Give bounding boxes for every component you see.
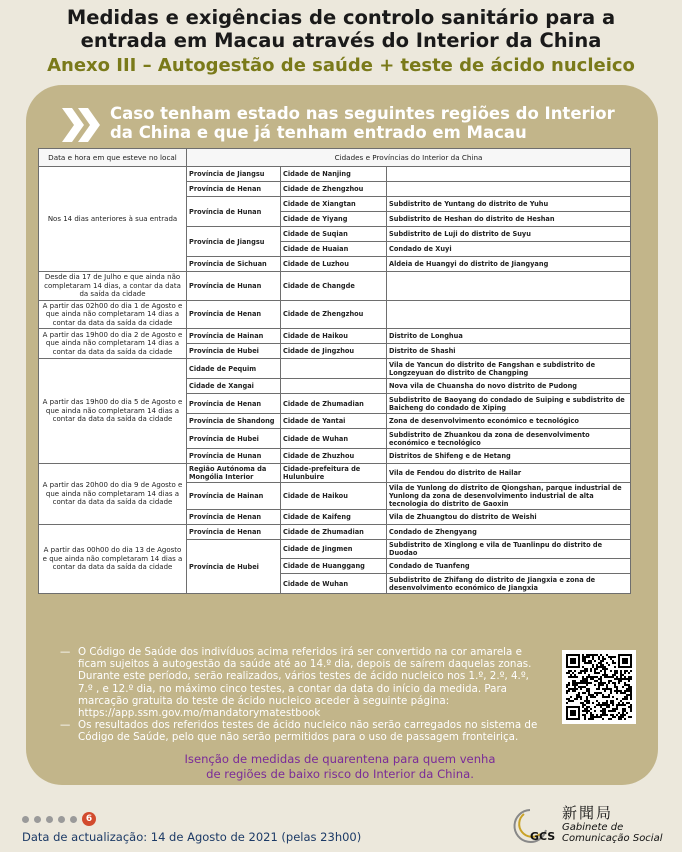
table-row: [39, 167, 631, 182]
province-cell: Província de Hunan: [187, 272, 281, 301]
title-line-2: entrada em Macau através do Interior da China: [80, 29, 602, 52]
province-cell: Província de Hubei: [187, 344, 281, 359]
province-cell: Província de Henan: [187, 510, 281, 525]
date-cell: A partir das 20h00 do dia 9 de Agosto e que ainda não completaram 14 dias a contar da data da saída da cidade: [39, 464, 187, 525]
province-cell: Cidade de Xangai: [187, 379, 281, 394]
title-line-1: Medidas e exigências de controlo sanitário para a: [66, 6, 616, 29]
city-cell: Cidade de Yantai: [281, 414, 387, 429]
qr-code-icon: [566, 654, 632, 720]
gcs-logo: [510, 800, 680, 848]
zone-cell: Condado de Zhengyang: [387, 525, 631, 540]
zone-cell: Vila de Yunlong do distrito de Qiongshan, parque industrial de Yunlong da zona de desenvolvimento industrial de alta tecnologia do distrito de Gaoxin: [387, 483, 631, 510]
qr-code[interactable]: [562, 650, 636, 724]
city-cell: [281, 359, 387, 379]
notes: [60, 646, 546, 744]
province-cell: Província de Henan: [187, 300, 281, 329]
zone-cell: Vila de Yancun do distrito de Fangshan e subdistrito de Longzeyuan do distrito de Changping: [387, 359, 631, 379]
exemption-note: [120, 752, 560, 782]
note-item: [60, 646, 546, 719]
city-cell: Cidade de Suqian: [281, 227, 387, 242]
zone-cell: Subdistrito de Zhuankou da zona de desenvolvimento económico e tecnológico: [387, 429, 631, 449]
col-header-date: Data e hora em que esteve no local: [39, 149, 187, 167]
city-cell: Cidade de Zhuzhou: [281, 449, 387, 464]
city-cell: Cidade de Xiangtan: [281, 197, 387, 212]
current-page-badge: 6: [82, 812, 96, 826]
zone-cell: [387, 167, 631, 182]
note-item: [60, 719, 546, 743]
city-cell: Cidade de Jingmen: [281, 540, 387, 559]
table-row: [39, 300, 631, 329]
logo-line-2: Comunicação Social: [562, 833, 663, 844]
note-text: Os resultados dos referidos testes de ácido nucleico não serão carregados no sistema de Código de Saúde, pelo que não serão permitidos para o uso de passagem fronteiriça.: [78, 719, 538, 744]
city-cell: Cidade-prefeitura de Hulunbuire: [281, 464, 387, 483]
section-header-line-1: Caso tenham estado nas seguintes regiões do Interior: [110, 104, 615, 123]
zone-cell: [387, 300, 631, 329]
zone-cell: Subdistrito de Zhifang do distrito de Jiangxia e zona de desenvolvimento económico de Jiangxia: [387, 574, 631, 594]
table-row: [39, 464, 631, 483]
date-cell: A partir das 19h00 do dia 2 de Agosto e que ainda não completaram 14 dias a contar da data da saída da cidade: [39, 329, 187, 359]
province-cell: Província de Hainan: [187, 329, 281, 344]
date-cell: A partir das 02h00 do dia 1 de Agosto e que ainda não completaram 14 dias a contar da data da saída da cidade: [39, 300, 187, 329]
city-cell: Cidade de Kaifeng: [281, 510, 387, 525]
province-cell: Província de Hubei: [187, 429, 281, 449]
table-row: [39, 329, 631, 344]
page-subtitle: Anexo III – Autogestão de saúde + teste de ácido nucleico: [47, 55, 635, 76]
date-cell: A partir das 19h00 do dia 5 de Agosto e que ainda não completaram 14 dias a contar da data da saída da cidade: [39, 359, 187, 464]
page-dot[interactable]: [34, 816, 41, 823]
zone-cell: [387, 272, 631, 301]
date-cell: Nos 14 dias anteriores à sua entrada: [39, 167, 187, 272]
regions-table: [38, 148, 631, 594]
date-cell: Desde dia 17 de Julho e que ainda não completaram 14 dias, a contar da data da saída da cidade: [39, 272, 187, 301]
province-cell: Província de Sichuan: [187, 257, 281, 272]
province-cell: Província de Hubei: [187, 540, 281, 594]
zone-cell: Subdistrito de Heshan do distrito de Heshan: [387, 212, 631, 227]
city-cell: Cidade de Changde: [281, 272, 387, 301]
city-cell: Cidade de Haikou: [281, 483, 387, 510]
province-cell: Província de Hainan: [187, 483, 281, 510]
zone-cell: Aldeia de Huangyi do distrito de Jiangyang: [387, 257, 631, 272]
city-cell: [281, 379, 387, 394]
city-cell: Cidade de Zhengzhou: [281, 182, 387, 197]
section-header: [110, 104, 650, 142]
city-cell: Cidade de Nanjing: [281, 167, 387, 182]
province-cell: Província de Henan: [187, 182, 281, 197]
exemption-line-2: de regiões de baixo risco do Interior da China.: [206, 767, 474, 781]
date-cell: A partir das 00h00 do dia 13 de Agosto e que ainda não completaram 14 dias a contar da data da saída da cidade: [39, 525, 187, 594]
province-cell: Cidade de Pequim: [187, 359, 281, 379]
zone-cell: Distrito de Longhua: [387, 329, 631, 344]
table-row: [39, 359, 631, 379]
update-date: Data de actualização: 14 de Agosto de 2021 (pelas 23h00): [22, 830, 362, 844]
table-row: [39, 272, 631, 301]
zone-cell: Subdistrito de Luji do distrito de Suyu: [387, 227, 631, 242]
page-dot[interactable]: [22, 816, 29, 823]
province-cell: Província de Jiangsu: [187, 167, 281, 182]
zone-cell: Subdistrito de Yuntang do distrito de Yuhu: [387, 197, 631, 212]
city-cell: Cidade de Zhumadian: [281, 394, 387, 414]
zone-cell: Condado de Xuyi: [387, 242, 631, 257]
zone-cell: Subdistrito de Xinglong e vila de Tuanlinpu do distrito de Duodao: [387, 540, 631, 559]
zone-cell: Nova vila de Chuansha do novo distrito de Pudong: [387, 379, 631, 394]
logo-portuguese-name: [562, 822, 663, 844]
logo-line-1: Gabinete de: [562, 822, 624, 833]
city-cell: Cidade de Haikou: [281, 329, 387, 344]
province-cell: Província de Shandong: [187, 414, 281, 429]
page-indicator: [22, 812, 96, 826]
zone-cell: Vila de Zhuangtou do distrito de Weishi: [387, 510, 631, 525]
province-cell: Região Autónoma da Mongólia Interior: [187, 464, 281, 483]
zone-cell: Vila de Fendou do distrito de Hailar: [387, 464, 631, 483]
city-cell: Cidade de Zhumadian: [281, 525, 387, 540]
city-cell: Cidade de Wuhan: [281, 429, 387, 449]
dash-bullet-icon: —: [60, 719, 71, 732]
page-dot[interactable]: [70, 816, 77, 823]
table-row: [39, 525, 631, 540]
regions-table-container: [38, 148, 630, 594]
city-cell: Cidade de Huanggang: [281, 559, 387, 574]
city-cell: Cidade de Zhengzhou: [281, 300, 387, 329]
section-header-line-2: da China e que já tenham entrado em Macau: [110, 123, 527, 142]
zone-cell: Condado de Tuanfeng: [387, 559, 631, 574]
gcs-logo-mark-icon: [510, 806, 556, 846]
province-cell: Província de Jiangsu: [187, 227, 281, 257]
province-cell: Província de Henan: [187, 394, 281, 414]
zone-cell: [387, 182, 631, 197]
page-dot[interactable]: [58, 816, 65, 823]
page-dot[interactable]: [46, 816, 53, 823]
double-chevron-icon: [62, 108, 102, 142]
zone-cell: Distrito de Shashi: [387, 344, 631, 359]
table-header-row: [39, 149, 631, 167]
dash-bullet-icon: —: [60, 646, 71, 658]
page-title: [0, 6, 682, 52]
city-cell: Cidade de Yiyang: [281, 212, 387, 227]
zone-cell: Subdistrito de Baoyang do condado de Suiping e subdistrito de Baicheng do condado de Xiping: [387, 394, 631, 414]
logo-chinese-name: 新聞局: [562, 804, 614, 822]
svg-text:GCS: GCS: [530, 830, 556, 843]
city-cell: Cidade de Huaian: [281, 242, 387, 257]
exemption-line-1: Isenção de medidas de quarentena para quem venha: [184, 752, 496, 766]
city-cell: Cidade de Jingzhou: [281, 344, 387, 359]
province-cell: Província de Hunan: [187, 197, 281, 227]
zone-cell: Distritos de Shifeng e de Hetang: [387, 449, 631, 464]
province-cell: Província de Henan: [187, 525, 281, 540]
zone-cell: Zona de desenvolvimento económico e tecnológico: [387, 414, 631, 429]
col-header-regions: Cidades e Províncias do Interior da China: [187, 149, 631, 167]
province-cell: Província de Hunan: [187, 449, 281, 464]
city-cell: Cidade de Luzhou: [281, 257, 387, 272]
note-text: O Código de Saúde dos indivíduos acima referidos irá ser convertido na cor amarela e ficam sujeitos à autogestão da saúde até ao 14.º dia, depois de saírem daquelas zonas. Durante este período, serão realizados, vários testes de ácido nucleico nos 1.º, 2.º, 4.º, 7.º , e 12.º dia, no máximo cinco testes, a contar da data do início da medida. Para marcação gratuita do teste de ácido nucleico aceder à seguinte página: https://app.ssm.gov.mo/mandatorymatestbook: [78, 646, 532, 720]
city-cell: Cidade de Wuhan: [281, 574, 387, 594]
